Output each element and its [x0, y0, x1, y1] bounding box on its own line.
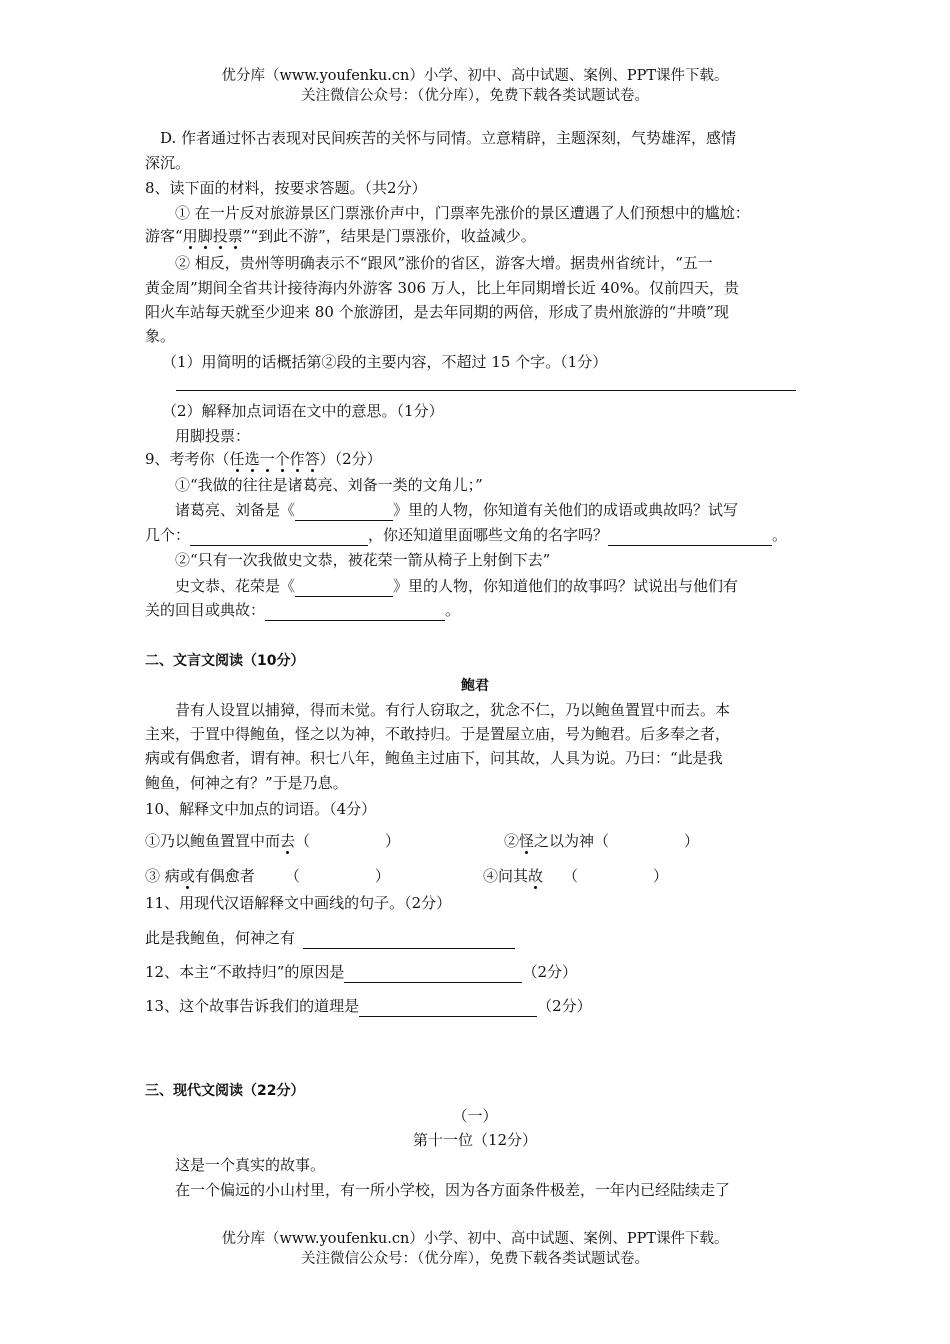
q13: 13、这个故事告诉我们的道理是 （2分）	[145, 997, 592, 1015]
q8-sub2: （2）解释加点词语在文中的意思。（1分）	[162, 402, 444, 420]
q8-sub1-answer-line[interactable]	[176, 390, 796, 391]
article-title: 第十一位（12分）	[412, 1131, 538, 1149]
article-line2: 在一个偏远的小山村里，有一所小学校，因为各方面条件极差，一年内已经陆续走了	[175, 1181, 731, 1199]
q12-answer-blank[interactable]	[344, 962, 522, 983]
q8-paragraph2-line1: ② 相反，贵州等明确表示不“跟风”涨价的省区，游客大增。据贵州省统计，“五一	[175, 254, 713, 272]
q9-title: 9、考考你（任选一个作答）（2分）	[145, 450, 382, 468]
q8-paragraph2-line4: 象。	[145, 327, 176, 345]
q10-item-c: ③ 病或有偶愈者 （ ）	[145, 867, 390, 885]
q8-paragraph2-line3: 阳火车站每天就至少迎来 80 个旅游团，是去年同期的两倍，形成了贵州旅游的“井喷”现	[145, 303, 729, 321]
q10-item-a: ①乃以鲍鱼置罝中而去（ ）	[145, 832, 401, 850]
q7-option-d-line2: 深沉。	[145, 154, 191, 172]
q13-answer-blank[interactable]	[359, 996, 537, 1017]
q8-sub1: （1）用简明的话概括第②段的主要内容，不超过 15 个字。（1分）	[162, 353, 608, 371]
article-line1: 这是一个真实的故事。	[175, 1156, 326, 1174]
page-footer-line2: 关注微信公众号：（优分库），免费下载各类试题试卷。	[301, 1251, 649, 1267]
q9-item2-story-blank[interactable]	[265, 600, 445, 621]
page-header-line2: 关注微信公众号：（优分库），免费下载各类试题试卷。	[301, 88, 649, 104]
section3-heading: 三、现代文阅读（22分）	[145, 1083, 305, 1099]
q8-paragraph1-line1: ① 在一片反对旅游景区门票涨价声中，门票率先涨价的景区遭遇了人们预想中的尴尬：	[175, 204, 750, 222]
q9-item2-line2: 关的回目或典故： 。	[145, 601, 461, 619]
passage-line4: 鲍鱼，何神之有？”于是乃息。	[145, 774, 348, 792]
passage-title: 鲍君	[461, 678, 489, 694]
q9-item2-line1: 史文恭、花荣是《 》里的人物，你知道他们的故事吗？试说出与他们有	[175, 577, 739, 595]
q9-item1-line2: 几个： ，你还知道里面哪些文角的名字吗？ 。	[145, 526, 788, 544]
q8-title: 8、读下面的材料，按要求答题。（共2分）	[145, 179, 427, 197]
q10-item-d: ④问其故 （ ）	[483, 867, 669, 885]
page-footer-line1: 优分库（www.youfenku.cn）小学、初中、高中试题、案例、PPT课件下载。	[221, 1231, 729, 1247]
q7-option-d-line1: D. 作者通过怀古表现对民间疾苦的关怀与同情。立意精辟，主题深刻，气势雄浑，感情	[160, 129, 737, 147]
q8-paragraph1-line2: 游客“用脚投票”“到此不游”，结果是门票涨价，收益减少。	[145, 227, 536, 245]
q11-title: 11、用现代汉语解释文中画线的句子。（2分）	[145, 894, 452, 912]
q9-item1-idiom-blank[interactable]	[190, 525, 368, 546]
q11-sentence: 此是我鲍鱼，何神之有	[145, 928, 515, 949]
q9-item1-quote: ①“我做的往往是诸葛亮、刘备一类的文角儿；”	[175, 476, 483, 494]
q9-item2-book-blank[interactable]	[295, 576, 393, 597]
q8-paragraph2-line2: 黄金周”期间全省共计接待海内外游客 306 万人，比上年同期增长近 40%。仅前四天，贵	[145, 279, 739, 297]
q11-answer-blank[interactable]	[303, 928, 515, 949]
q9-item1-book-blank[interactable]	[295, 500, 393, 521]
part-label: （一）	[452, 1107, 498, 1125]
page-header-line1: 优分库（www.youfenku.cn）小学、初中、高中试题、案例、PPT课件下载。	[221, 68, 729, 84]
dotted-term: 用脚投票	[182, 227, 243, 245]
q9-item2-quote: ②“只有一次我做史文恭，被花荣一箭从椅子上射倒下去”	[175, 551, 551, 569]
q10-item-b: ②怪之以为神（ ）	[504, 832, 700, 850]
q9-item1-names-blank[interactable]	[608, 525, 772, 546]
dotted-term: 任选一个作答	[229, 450, 320, 468]
passage-line1: 昔有人设罝以捕獐，得而未觉。有行人窃取之，犹念不仁，乃以鲍鱼置罝中而去。本	[175, 701, 731, 719]
passage-line3: 病或有偶愈者，谓有神。积七八年，鲍鱼主过庙下，问其故，人具为说。乃曰：“此是我	[145, 749, 723, 767]
q10-title: 10、解释文中加点的词语。（4分）	[145, 800, 377, 818]
section2-heading: 二、文言文阅读（10分）	[145, 653, 305, 669]
q12: 12、本主“不敢持归”的原因是 （2分）	[145, 963, 577, 981]
q8-sub2-term: 用脚投票：	[175, 427, 251, 445]
passage-line2: 主来，于罝中得鲍鱼，怪之以为神，不敢持归。于是置屋立庙，号为鲍君。后多奉之者，	[145, 725, 731, 743]
q9-item1-line1: 诸葛亮、刘备是《 》里的人物，你知道有关他们的成语或典故吗？试写	[175, 501, 739, 519]
